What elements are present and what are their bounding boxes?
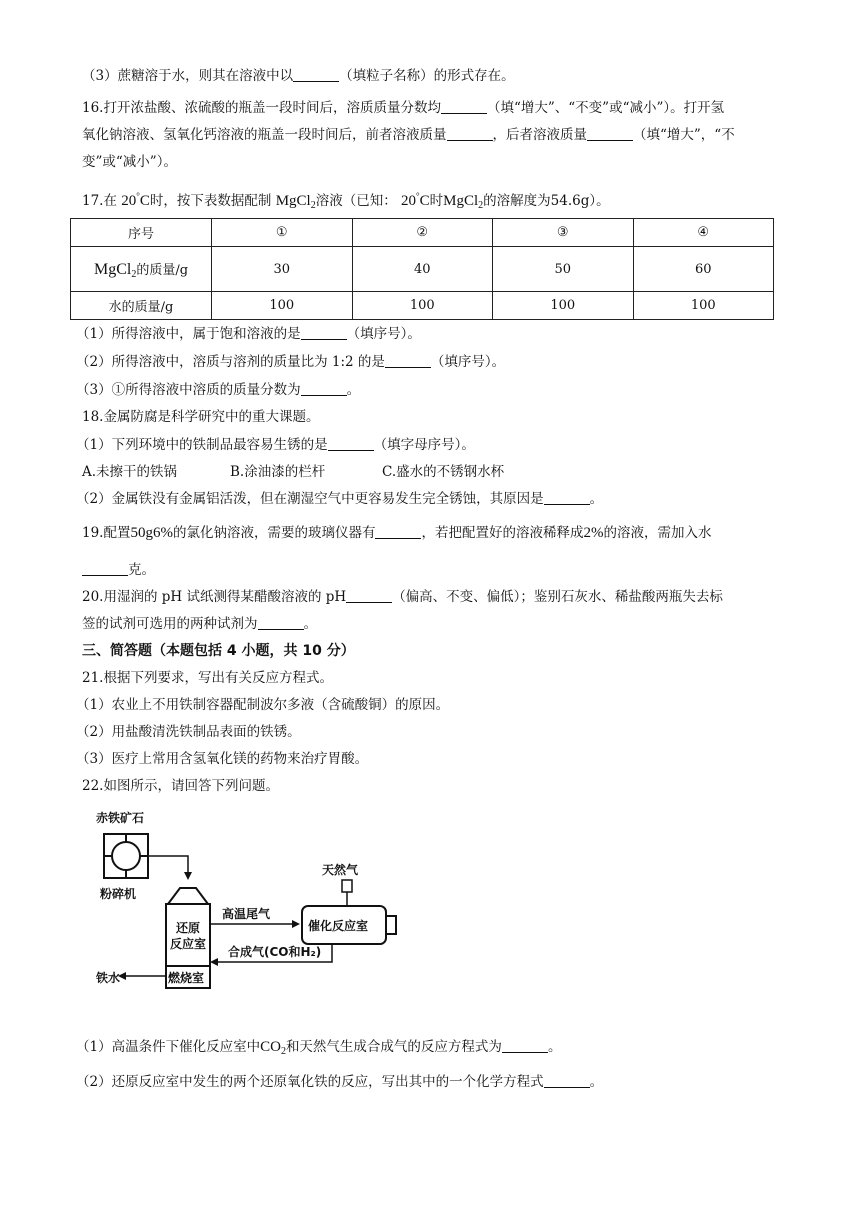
q16-line-1: 16.打开浓盐酸、浓硫酸的瓶盖一段时间后，溶质质量分数均 （填“增大”、“不变”或“减小”）。打开氢 <box>82 100 725 116</box>
q19-line-1: 19.配置50g6%的氯化钠溶液，需要的玻璃仪器有 ，若把配置好的溶液稀释成2%的溶液，需加入水 <box>82 525 712 541</box>
q17-2-line: （2）所得溶液中，溶质与溶剂的质量比为 1:2 的是 （填序号）。 <box>76 354 506 370</box>
option-a: A.未擦干的铁锅 <box>82 464 178 480</box>
answer-blank[interactable] <box>301 325 347 340</box>
answer-blank[interactable] <box>258 615 304 630</box>
answer-blank[interactable] <box>82 561 128 576</box>
table-header: 序号 <box>71 219 212 247</box>
table-row <box>71 219 774 247</box>
table-cell: 40 <box>352 247 493 292</box>
label-burn: 燃烧室 <box>168 971 205 985</box>
label-exhaust: 高温尾气 <box>222 907 271 921</box>
label-crusher: 粉碎机 <box>100 887 137 901</box>
q17-3-line: （3）①所得溶液中溶质的质量分数为 。 <box>76 382 361 398</box>
answer-blank[interactable] <box>447 126 493 141</box>
option-c: C.盛水的不锈钢水杯 <box>382 464 505 480</box>
label-gas: 天然气 <box>322 863 359 877</box>
label-iron: 铁水 <box>96 971 121 985</box>
q21-line: 21.根据下列要求，写出有关反应方程式。 <box>82 670 333 686</box>
label-syngas: 合成气(CO和H₂) <box>228 945 322 959</box>
table-cell: 100 <box>633 292 774 320</box>
answer-blank[interactable] <box>385 353 431 368</box>
table-cell: 100 <box>212 292 353 320</box>
crusher-circle <box>112 842 140 870</box>
table-cell: 30 <box>212 247 353 292</box>
answer-blank[interactable] <box>328 436 374 451</box>
mgcl2-data-table <box>70 218 774 320</box>
table-row-label: MgCl$_2$的质量/g <box>71 247 212 292</box>
answer-blank[interactable] <box>441 99 487 114</box>
q22-line: 22.如图所示，请回答下列问题。 <box>82 778 279 794</box>
label-ore: 赤铁矿石 <box>96 811 145 825</box>
answer-blank[interactable] <box>587 126 633 141</box>
iron-smelting-diagram <box>96 806 406 1002</box>
q17-line: 17.在 20°C时，按下表数据配制 MgCl$_2$溶液（已知： 20°C时MgCl$_2$的溶解度为54.6g）。 <box>82 191 610 211</box>
answer-blank[interactable] <box>301 381 347 396</box>
q21-1-line: （1）农业上不用铁制容器配制波尔多液（含硫酸铜）的原因。 <box>76 697 450 713</box>
table-header: ② <box>352 219 493 247</box>
q22-1-line: （1）高温条件下催化反应室中$CO_2$和天然气生成合成气的反应方程式为 。 <box>76 1039 562 1057</box>
label-reduce1: 还原 <box>176 921 201 935</box>
answer-blank[interactable] <box>544 490 590 505</box>
option-b: B.涂油漆的栏杆 <box>230 464 326 480</box>
q22-2-line: （2）还原反应室中发生的两个还原氧化铁的反应，写出其中的一个化学方程式 。 <box>76 1074 604 1090</box>
answer-blank[interactable] <box>375 524 421 539</box>
q19-line-2: 克。 <box>82 560 155 580</box>
section-3-title: 三、简答题（本题包括 4 小题，共 10 分） <box>82 643 355 659</box>
q17-1-line: （1）所得溶液中，属于饱和溶液的是 （填序号）。 <box>76 326 421 342</box>
q15-3-line: （3）蔗糖溶于水，则其在溶液中以 （填粒子名称）的形式存在。 <box>82 68 515 84</box>
table-cell: 100 <box>493 292 634 320</box>
table-header: ① <box>212 219 353 247</box>
answer-blank[interactable] <box>346 588 392 603</box>
table-header: ③ <box>493 219 634 247</box>
answer-blank[interactable] <box>502 1038 548 1053</box>
q18-1-line: （1）下列环境中的铁制品最容易生锈的是 （填字母序号）。 <box>76 437 475 453</box>
q21-2-line: （2）用盐酸清洗铁制品表面的铁锈。 <box>76 724 301 740</box>
q16-line-3: 变”或“减小”）。 <box>82 154 177 170</box>
label-reduce2: 反应室 <box>170 937 207 951</box>
table-row <box>71 247 774 292</box>
table-row <box>71 292 774 320</box>
q18-2-line: （2）金属铁没有金属铝活泼，但在潮湿空气中更容易发生完全锈蚀，其原因是 。 <box>76 491 604 507</box>
label-catalytic: 催化反应室 <box>308 919 369 933</box>
q20-line-1: 20.用湿润的 pH 试纸测得某醋酸溶液的 pH （偏高、不变、偏低）；鉴别石灰水、稀盐酸两瓶失去标 <box>82 589 723 605</box>
q21-3-line: （3）医疗上常用含氢氧化镁的药物来治疗胃酸。 <box>76 751 369 767</box>
table-cell: 100 <box>352 292 493 320</box>
table-header: ④ <box>633 219 774 247</box>
answer-blank[interactable] <box>544 1073 590 1088</box>
q18-line: 18.金属防腐是科学研究中的重大课题。 <box>82 409 320 425</box>
table-cell: 60 <box>633 247 774 292</box>
q16-line-2: 氧化钠溶液、氢氧化钙溶液的瓶盖一段时间后，前者溶液质量 ，后者溶液质量 （填“增大”，“不 <box>82 127 735 143</box>
q20-line-2: 签的试剂可选用的两种试剂为 。 <box>82 616 317 632</box>
answer-blank[interactable] <box>293 67 339 82</box>
table-row-label: 水的质量/g <box>71 292 212 320</box>
table-cell: 50 <box>493 247 634 292</box>
tower-top <box>168 888 208 904</box>
